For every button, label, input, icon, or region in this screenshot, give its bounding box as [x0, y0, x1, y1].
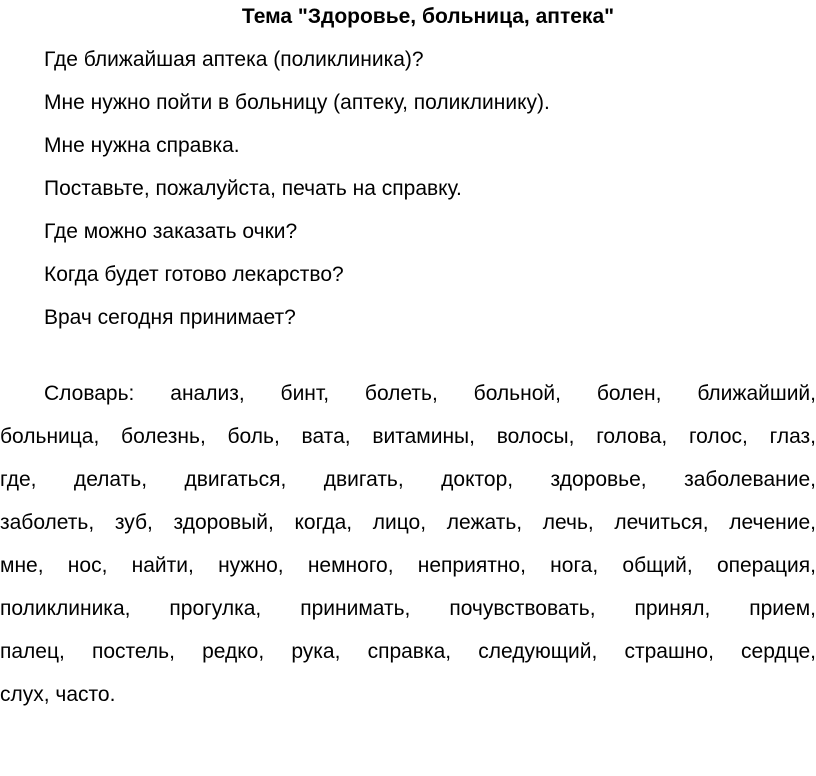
vocabulary-line: мне, нос, найти, нужно, немного, неприятно, нога, общий, операция,	[0, 554, 816, 577]
vocabulary-paragraph	[0, 372, 816, 716]
phrase-item: Врач сегодня принимает?	[44, 306, 296, 329]
vocabulary-line: заболеть, зуб, здоровый, когда, лицо, лежать, лечь, лечиться, лечение,	[0, 511, 816, 534]
phrase-item: Когда будет готово лекарство?	[44, 263, 344, 286]
document-title: Тема "Здоровье, больница, аптека"	[241, 5, 615, 28]
vocabulary-line: палец, постель, редко, рука, справка, следующий, страшно, сердце,	[0, 640, 816, 663]
phrase-item: Поставьте, пожалуйста, печать на справку.	[44, 177, 462, 200]
phrase-item: Мне нужно пойти в больницу (аптеку, поликлинику).	[44, 91, 550, 114]
phrase-item: Мне нужна справка.	[44, 134, 240, 157]
phrase-item: Где можно заказать очки?	[44, 220, 298, 243]
vocabulary-line: слух, часто.	[0, 683, 116, 706]
vocabulary-line: больница, болезнь, боль, вата, витамины, волосы, голова, голос, глаз,	[0, 425, 816, 448]
phrase-list	[44, 38, 550, 339]
vocabulary-line: поликлиника, прогулка, принимать, почувствовать, принял, прием,	[0, 597, 816, 620]
phrase-item: Где ближайшая аптека (поликлиника)?	[44, 48, 424, 71]
vocabulary-line: где, делать, двигаться, двигать, доктор, здоровье, заболевание,	[0, 468, 816, 491]
vocabulary-line: Словарь: анализ, бинт, болеть, больной, болен, ближайший,	[44, 382, 816, 405]
